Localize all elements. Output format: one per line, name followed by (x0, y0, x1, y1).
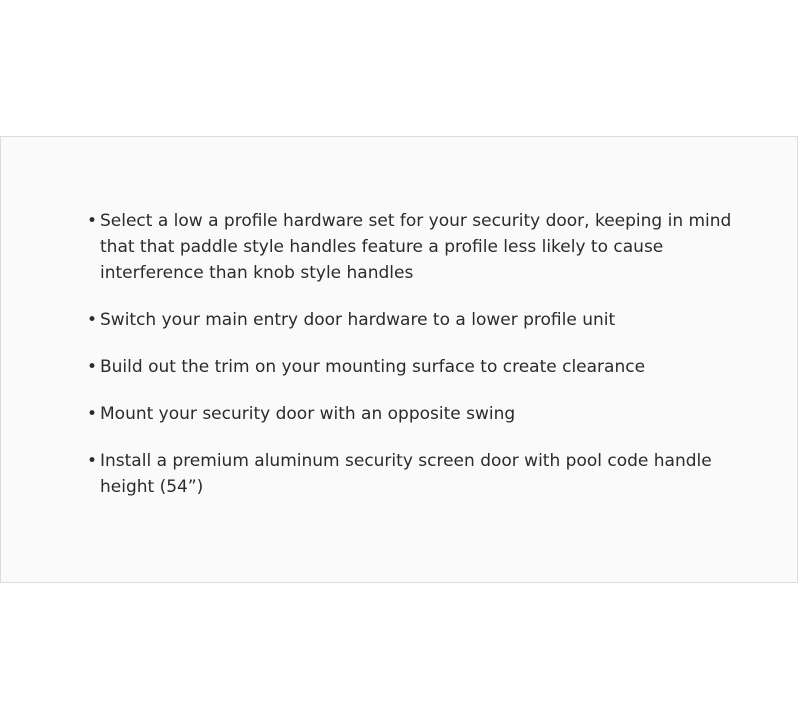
bullet-marker: • (87, 404, 98, 424)
list-item (87, 208, 767, 286)
bullet-list (87, 208, 767, 500)
slide-panel (0, 136, 798, 583)
bullet-text: Install a premium aluminum security screen door with pool code handle height (54”) (100, 451, 712, 497)
bullet-text: Mount your security door with an opposite swing (100, 404, 516, 424)
bullet-text: Switch your main entry door hardware to a lower profile unit (100, 310, 616, 330)
list-item (87, 401, 767, 427)
list-item (87, 307, 767, 333)
bullet-marker: • (87, 310, 98, 330)
bullet-marker: • (87, 357, 98, 377)
list-item (87, 448, 767, 500)
bullet-marker: • (87, 211, 98, 231)
bullet-text: Select a low a profile hardware set for your security door, keeping in mind that that paddle style handles feature a profile less likely to cause interference than knob style handles (100, 211, 732, 283)
bullet-text: Build out the trim on your mounting surface to create clearance (100, 357, 646, 377)
bullet-marker: • (87, 451, 98, 471)
list-item (87, 354, 767, 380)
